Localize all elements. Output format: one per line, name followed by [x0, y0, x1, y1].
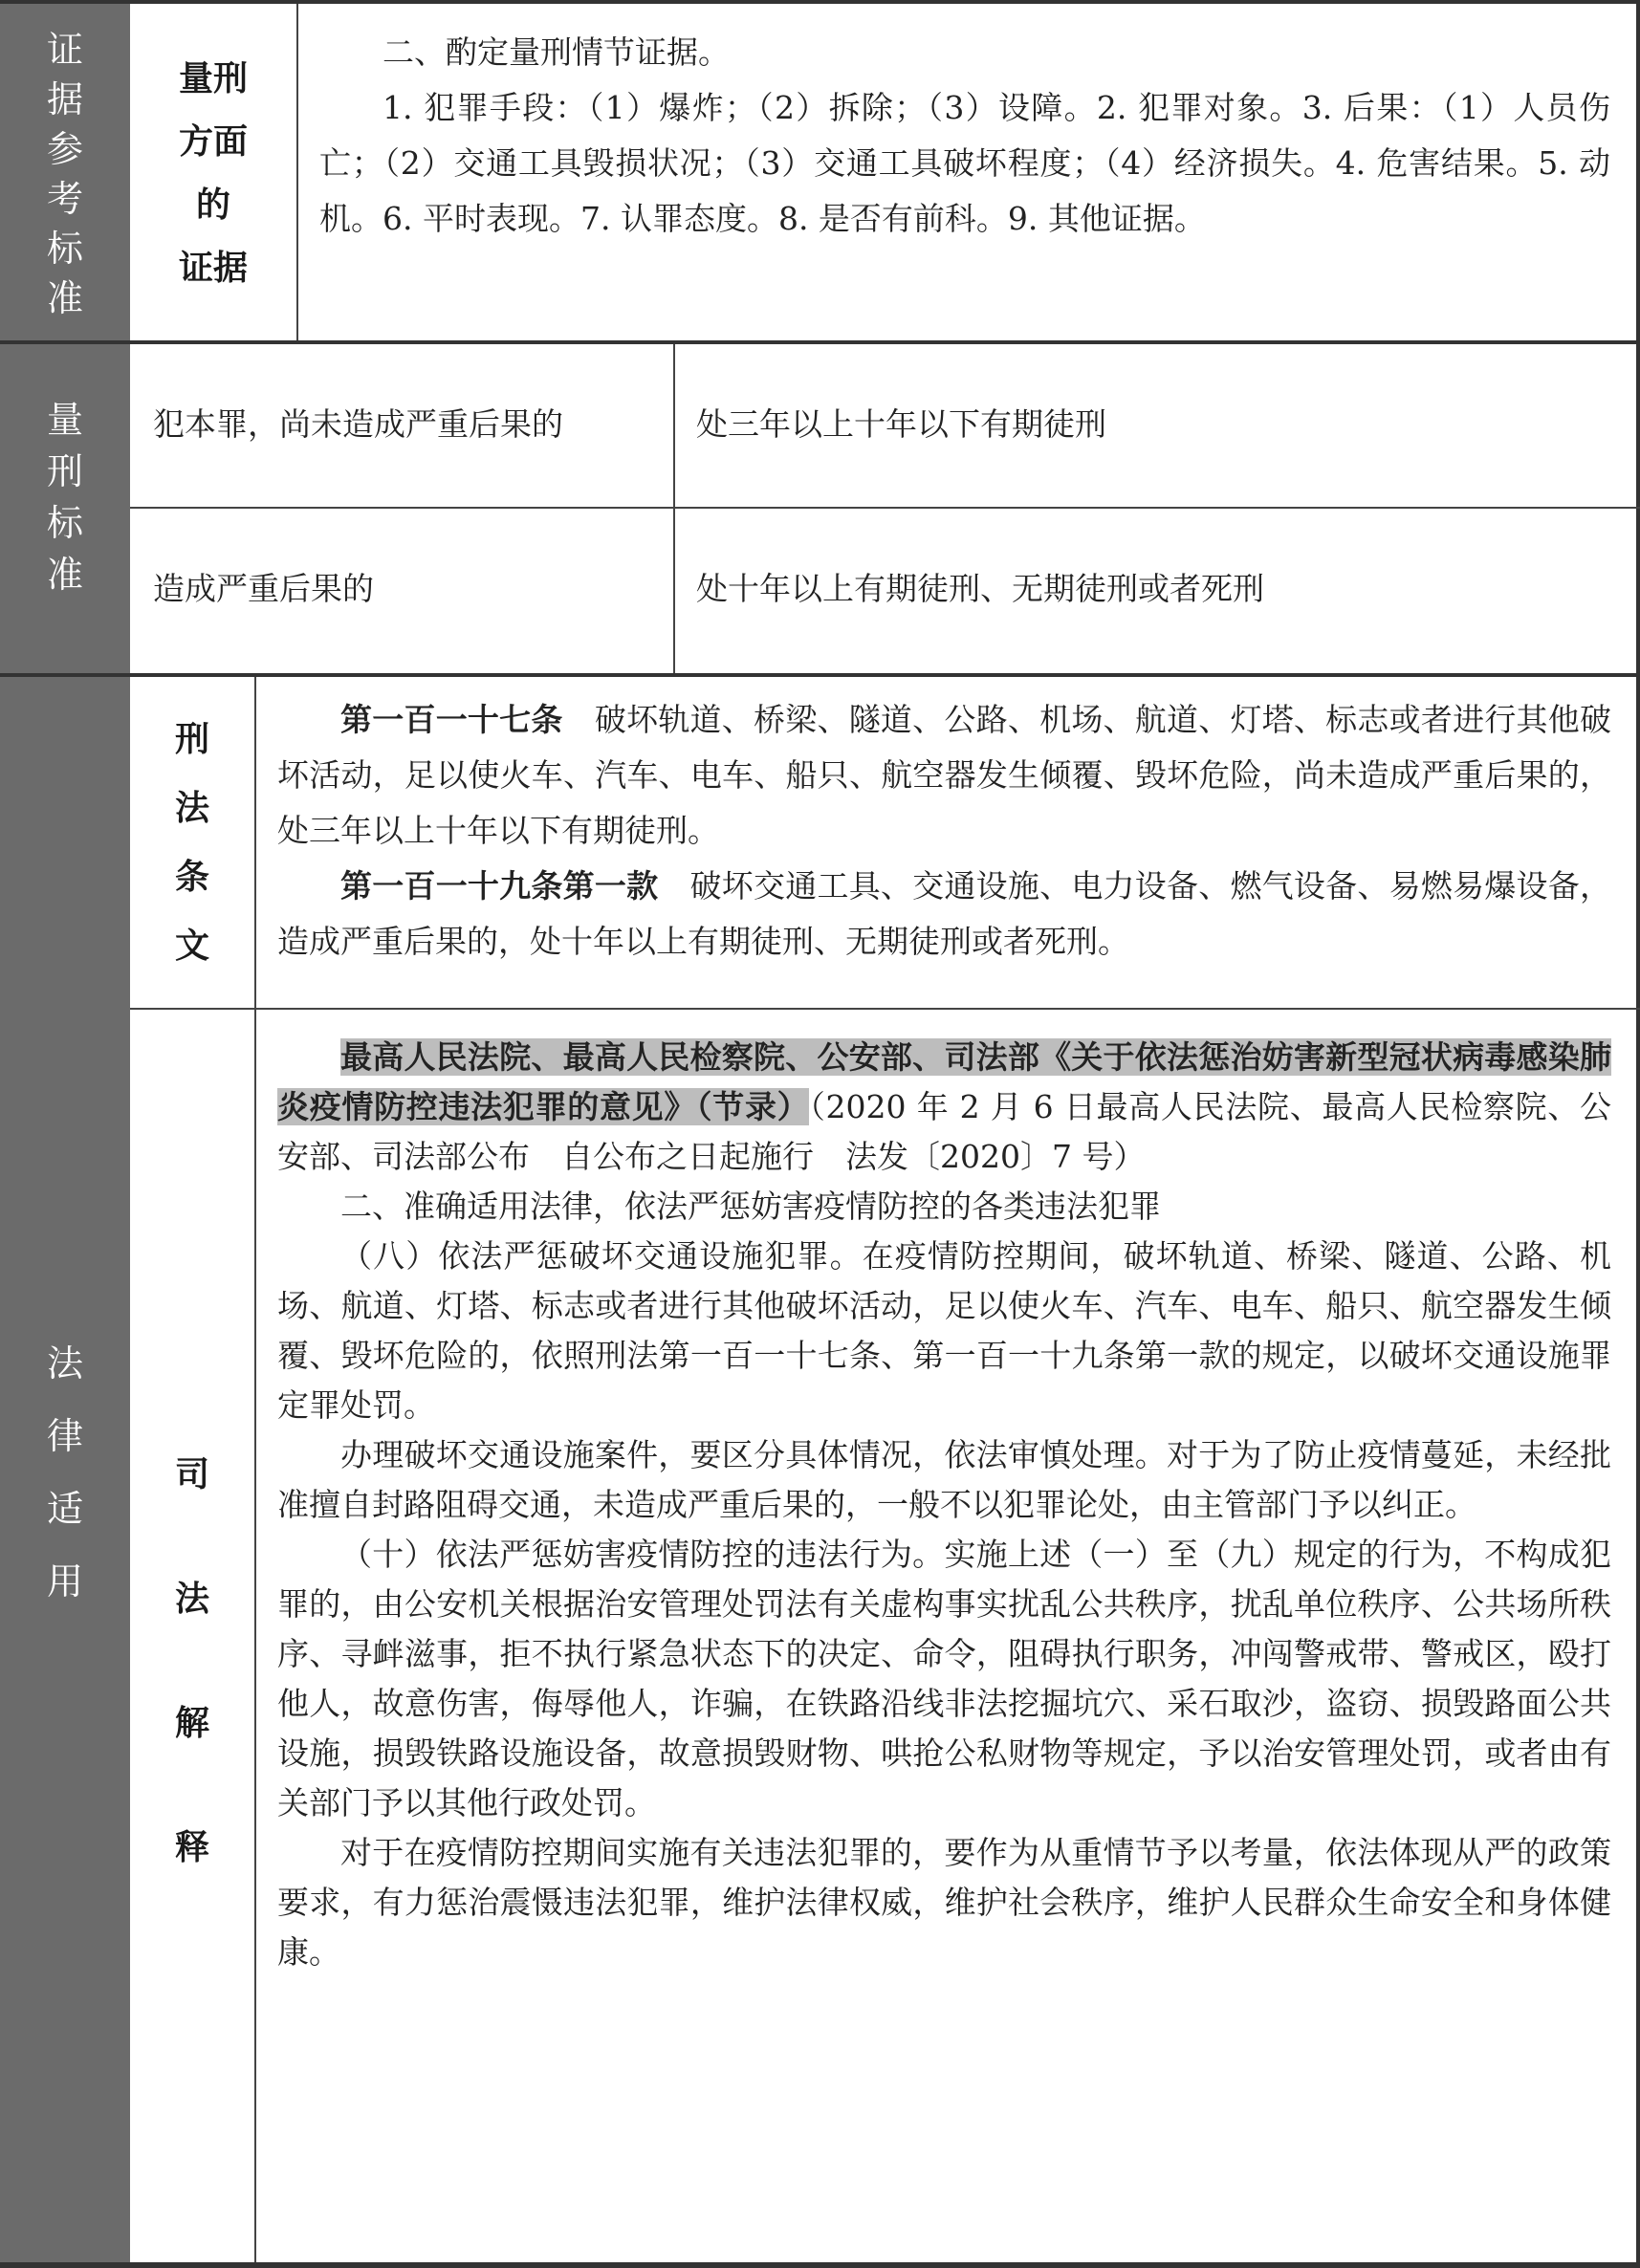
evidence-list: 1. 犯罪手段：（1）爆炸；（2）拆除；（3）设障。2. 犯罪对象。3. 后果：（1）人员伤亡；（2）交通工具毁损状况；（3）交通工具破坏程度；（4）经济损失。4. 危害结果。5. 动机。6. 平时表现。7. 认罪态度。8. 是否有前科。9. 其他证据。 — [319, 89, 1610, 237]
judicial-document-header — [277, 1033, 1611, 1182]
article-119-head: 第一百一十九条第一款 — [340, 867, 659, 905]
article-119 — [277, 859, 1611, 970]
law-row-divider — [130, 1008, 1640, 1010]
article-117-head: 第一百一十七条 — [340, 701, 563, 738]
sentencing-bar-label: 量 刑 标 准 — [46, 399, 83, 596]
criminal-law-content — [277, 692, 1611, 970]
evidence-bar — [0, 4, 130, 340]
law-section — [0, 677, 1640, 2268]
law-divider — [254, 677, 256, 2268]
article-117 — [277, 692, 1611, 859]
article-117-text: 破坏轨道、桥梁、隧道、公路、机场、航道、灯塔、标志或者进行其他破坏活动，足以使火车、汽车、电车、船只、航空器发生倾覆、毁坏危险，尚未造成严重后果的，处三年以上十年以下有期徒刑。 — [277, 701, 1612, 849]
evidence-section — [0, 4, 1640, 340]
sentencing-penalty-1: 处三年以上十年以下有期徒刑 — [696, 405, 1106, 443]
table-bottom-border — [0, 2262, 1640, 2268]
criminal-law-label: 刑 法 条 文 — [174, 720, 209, 966]
judicial-content — [277, 1033, 1611, 1977]
evidence-content — [319, 25, 1610, 247]
judicial-paragraph: 办理破坏交通设施案件，要区分具体情况，依法审慎处理。对于为了防止疫情蔓延，未经批准擅自封路阻碍交通，未造成严重后果的，一般不以犯罪论处，由主管部门予以纠正。 — [277, 1436, 1611, 1523]
judicial-paragraph: 二、准确适用法律，依法严惩妨害疫情防控的各类违法犯罪 — [340, 1188, 1161, 1225]
judicial-paragraph: （八）依法严惩破坏交通设施犯罪。在疫情防控期间，破坏轨道、桥梁、隧道、公路、机场、航道、灯塔、标志或者进行其他破坏活动，足以使火车、汽车、电车、船只、航空器发生倾覆、毁坏危险的，依照刑法第一百一十七条、第一百一十九条第一款的规定，以破坏交通设施罪定罪处罚。 — [277, 1237, 1611, 1424]
law-bar — [0, 677, 130, 2268]
evidence-sub-label: 量刑 方面 的 证据 — [178, 59, 248, 288]
law-bar-label: 法 律 适 用 — [46, 1342, 83, 1603]
judicial-paragraph: 对于在疫情防控期间实施有关违法犯罪的，要作为从重情节予以考量，依法体现从严的政策要求，有力惩治震慑违法犯罪，维护法律权威，维护社会秩序，维护人民群众生命安全和身体健康。 — [277, 1834, 1611, 1971]
article-119-text: 破坏交通工具、交通设施、电力设备、燃气设备、易燃易爆设备，造成严重后果的，处十年以上有期徒刑、无期徒刑或者死刑。 — [277, 867, 1612, 960]
evidence-heading: 二、酌定量刑情节证据。 — [383, 33, 730, 71]
judicial-document-note: （2020 年 2 月 6 日最高人民法院、最高人民检察院、公安部、司法部公布 自公布之日起施行 法发〔2020〕7 号） — [277, 1088, 1611, 1175]
judicial-document-title: 最高人民法院、最高人民检察院、公安部、司法部《关于依法惩治妨害新型冠状病毒感染肺炎疫情防控违法犯罪的意见》（节录） — [277, 1038, 1611, 1125]
sentencing-row-divider — [130, 507, 1640, 509]
judicial-paragraph: （十）依法严惩妨害疫情防控的违法行为。实施上述（一）至（九）规定的行为，不构成犯罪的，由公安机关根据治安管理处罚法有关虚构事实扰乱公共秩序，扰乱单位秩序、公共场所秩序、寻衅滋事，拒不执行紧急状态下的决定、命令，阻碍执行职务，冲闯警戒带、警戒区，殴打他人，故意伤害，侮辱他人，诈骗，在铁路沿线非法挖掘坑穴、采石取沙，盗窃、损毁路面公共设施，损毁铁路设施设备，故意损毁财物、哄抢公私财物等规定，予以治安管理处罚，或者由有关部门予以其他行政处罚。 — [277, 1536, 1611, 1821]
evidence-divider — [296, 4, 298, 340]
sentencing-condition-2: 造成严重后果的 — [153, 570, 374, 607]
judicial-label: 司 法 解 释 — [174, 1455, 209, 1867]
sentencing-bar — [0, 344, 130, 673]
sentencing-column-divider — [673, 344, 675, 673]
evidence-bar-label: 证 据 参 考 标 准 — [46, 29, 83, 319]
sentencing-condition-1: 犯本罪，尚未造成严重后果的 — [153, 405, 563, 443]
sentencing-penalty-2: 处十年以上有期徒刑、无期徒刑或者死刑 — [696, 570, 1264, 607]
sentencing-section — [0, 344, 1640, 673]
